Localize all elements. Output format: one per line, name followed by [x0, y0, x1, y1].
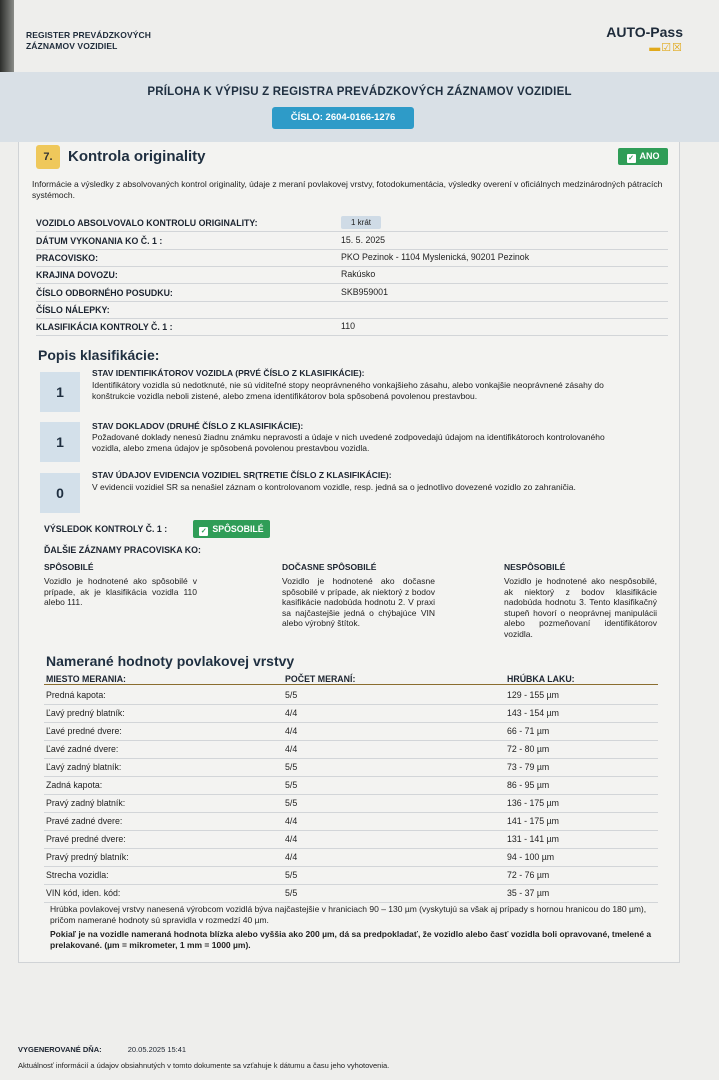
classification-text-1: Identifikátory vozidla sú nedotknuté, nie sú viditeľné stopy neoprávneného vonkajšieho zásahu, alebo vonkajšie neoprávnené zásahy do konštrukcie vozidla neboli zistené, alebo zmena identifikátorov bola spôsobená povolenou prestavbou. [92, 380, 604, 401]
car-icon: ▬ [649, 42, 662, 54]
count-cell: 4/4 [285, 834, 298, 844]
classification-title-2: STAV DOKLADOV (DRUHÉ ČÍSLO Z KLASIFIKÁCIE): [92, 421, 304, 431]
info-label: VOZIDLO ABSOLVOVALO KONTROLU ORIGINALITY: [36, 218, 258, 228]
info-row [36, 249, 668, 267]
register-title [26, 30, 151, 52]
thickness-cell: 72 - 76 µm [507, 870, 550, 880]
register-line-1: REGISTER PREVÁDZKOVÝCH [26, 30, 151, 40]
count-cell: 4/4 [285, 744, 298, 754]
thickness-cell: 66 - 71 µm [507, 726, 550, 736]
section-number: 7. [36, 145, 60, 169]
x-icon: ☒ [672, 42, 683, 54]
section-title: Kontrola originality [68, 148, 206, 165]
ano-badge [618, 148, 668, 165]
info-row [36, 214, 668, 232]
thickness-cell: 73 - 79 µm [507, 762, 550, 772]
banner-title: PRÍLOHA K VÝPISU Z REGISTRA PREVÁDZKOVÝCH ZÁZNAMOV VOZIDIEL [147, 86, 572, 98]
info-label: PRACOVISKO: [36, 253, 99, 263]
column-title-nesposobile: NESPÔSOBILÉ [504, 562, 566, 572]
thickness-cell: 129 - 155 µm [507, 690, 560, 700]
info-label: DÁTUM VYKONANIA KO Č. 1 : [36, 236, 163, 246]
info-value [341, 217, 381, 227]
count-cell: 5/5 [285, 762, 298, 772]
document-number-badge: ČÍSLO: 2604-0166-1276 [272, 107, 414, 129]
column-text-sposobile: Vozidlo je hodnotené ako spôsobilé v prípade, ak je klasifikácia vozidla 110 alebo 111. [44, 576, 197, 607]
header-thickness: HRÚBKA LAKU: [507, 674, 575, 684]
generated-label: VYGENEROVANÉ DŇA: [18, 1045, 102, 1054]
info-row [36, 232, 668, 250]
classification-title-1: STAV IDENTIFIKÁTOROV VOZIDLA (PRVÉ ČÍSLO Z KLASIFIKÁCIE): [92, 368, 365, 378]
info-row [36, 284, 668, 302]
measurement-warning: Pokiaľ je na vozidle nameraná hodnota blízka alebo vyššia ako 200 µm, dá sa predpokladať, že vozidlo alebo časť vozidla boli opravované, tmelené a prelakované. (µm = mikrometer, 1 mm = 1000 µm). [50, 929, 652, 950]
location-cell: Pravé predné dvere: [46, 834, 126, 844]
measurements-heading: Namerané hodnoty povlakovej vrstvy [46, 653, 295, 669]
measurement-note: Hrúbka povlakovej vrstvy nanesená výrobcom vozidlá býva najčastejšie v hraniciach 90 – 130 µm (vyskytujú sa však aj prípady s hornou hranicou do 180 µm), pričom namerané hodnoty sú spravidla v rozmedzí 40 µm. [50, 904, 647, 925]
info-row [36, 266, 668, 284]
thickness-cell: 143 - 154 µm [507, 708, 560, 718]
count-pill: 1 krát [341, 216, 381, 229]
table-row [44, 686, 658, 705]
table-row [44, 722, 658, 741]
info-value: 110 [341, 321, 356, 331]
thickness-cell: 141 - 175 µm [507, 816, 560, 826]
location-cell: Ľavý predný blatník: [46, 708, 125, 718]
info-value: Rakúsko [341, 269, 376, 279]
count-cell: 5/5 [285, 870, 298, 880]
checkbox-icon: ✓ [628, 155, 634, 162]
info-row [36, 318, 668, 336]
classification-title-3: STAV ÚDAJOV EVIDENCIA VOZIDIEL SR(TRETIE ČÍSLO Z KLASIFIKÁCIE): [92, 470, 392, 480]
count-cell: 5/5 [285, 780, 298, 790]
table-row [44, 794, 658, 813]
count-cell: 4/4 [285, 726, 298, 736]
column-text-nesposobile: Vozidlo je hodnotené ako nespôsobilé, ak niektorý z bodov klasifikácie nadobúda hodnotu 3. Tento klasifikačný stupeň hovorí o neoprávnej manipulácii alebo pozmeňovaní identifikátorov vozidla. [504, 576, 657, 639]
classification-digit-3: 0 [40, 473, 80, 513]
count-cell: 4/4 [285, 852, 298, 862]
ano-label: ANO [639, 151, 660, 161]
thickness-cell: 131 - 141 µm [507, 834, 560, 844]
thickness-cell: 136 - 175 µm [507, 798, 560, 808]
table-row [44, 776, 658, 795]
location-cell: Zadná kapota: [46, 780, 103, 790]
check-icon: ☑ [661, 42, 673, 54]
section-intro: Informácie a výsledky z absolvovaných kontrol originality, údaje z meraní povlakovej vrstvy, fotodokumentácia, výsledky overení v oficiálnych medzinárodných pátracích systémoch. [32, 179, 663, 200]
location-cell: VIN kód, iden. kód: [46, 888, 121, 898]
location-cell: Pravé zadné dvere: [46, 816, 123, 826]
table-row [44, 848, 658, 867]
table-row [44, 740, 658, 759]
further-records-label: ĎALŠIE ZÁZNAMY PRACOVISKA KO: [44, 545, 201, 555]
result-label: VÝSLEDOK KONTROLY Č. 1 : [44, 524, 168, 534]
table-row [44, 812, 658, 831]
header-location: MIESTO MERANIA: [46, 674, 126, 684]
footer-disclaimer: Aktuálnosť informácií a údajov obsiahnutých v tomto dokumente sa vzťahuje k dátumu a času jeho vyhotovenia. [18, 1061, 390, 1070]
info-label: ČÍSLO ODBORNÉHO POSUDKU: [36, 288, 173, 298]
location-cell: Strecha vozidla: [46, 870, 109, 880]
thickness-cell: 86 - 95 µm [507, 780, 550, 790]
table-row [44, 830, 658, 849]
info-label: KLASIFIKÁCIA KONTROLY Č. 1 : [36, 322, 173, 332]
generated-value: 20.05.2025 15:41 [127, 1045, 187, 1054]
count-cell: 4/4 [285, 708, 298, 718]
table-row [44, 884, 658, 903]
count-cell: 5/5 [285, 690, 298, 700]
classification-heading: Popis klasifikácie: [38, 347, 160, 363]
classification-text-3: V evidencii vozidiel SR sa nenašiel záznam o kontrolovanom vozidle, resp. jedná sa o jednotlivo dovezené vozidlo zo zahraničia. [92, 482, 576, 492]
info-row [36, 301, 668, 319]
location-cell: Predná kapota: [46, 690, 106, 700]
result-badge-label: SPÔSOBILÉ [212, 524, 264, 534]
location-cell: Pravý zadný blatník: [46, 798, 126, 808]
classification-digit-1: 1 [40, 372, 80, 412]
header-count: POČET MERANÍ: [285, 674, 356, 684]
header-divider [44, 684, 658, 685]
column-title-sposobile: SPÔSOBILÉ [44, 562, 94, 572]
thickness-cell: 35 - 37 µm [507, 888, 550, 898]
thickness-cell: 94 - 100 µm [507, 852, 555, 862]
info-value: PKO Pezinok - 1104 Myslenická, 90201 Pezinok [341, 252, 530, 262]
count-cell: 5/5 [285, 798, 298, 808]
checkbox-icon: ✓ [200, 528, 207, 535]
count-cell: 5/5 [285, 888, 298, 898]
brand-name: AUTO-Pass [606, 24, 683, 40]
column-text-docasne: Vozidlo je hodnotené ako dočasne spôsobilé v prípade, ak niektorý z bodov kasifikácie nadobúda hodnotu 2. V praxi sa najčastejšie jedná o chýbajúce VIN alebo výrobný štítok. [282, 576, 435, 628]
result-badge [193, 520, 270, 538]
table-row [44, 866, 658, 885]
brand-logo [606, 24, 683, 54]
info-value: SKB959001 [341, 287, 388, 297]
table-row [44, 758, 658, 777]
thickness-cell: 72 - 80 µm [507, 744, 550, 754]
info-label: ČÍSLO NÁLEPKY: [36, 305, 110, 315]
classification-digit-2: 1 [40, 422, 80, 462]
count-cell: 4/4 [285, 816, 298, 826]
location-cell: Pravý predný blatník: [46, 852, 129, 862]
location-cell: Ľavé predné dvere: [46, 726, 122, 736]
location-cell: Ľavé zadné dvere: [46, 744, 119, 754]
classification-text-2: Požadované doklady nenesú žiadnu známku nepravosti a údaje v nich uvedené zodpovedajú údajom na identifikátoroch kontrolovaného vozidla, alebo zmena údajov je spôsobená povolenou prestavbou vozidla. [92, 432, 605, 453]
column-title-docasne: DOČASNE SPÔSOBILÉ [282, 562, 377, 572]
info-value: 15. 5. 2025 [341, 235, 386, 245]
location-cell: Ľavý zadný blatník: [46, 762, 122, 772]
table-row [44, 704, 658, 723]
generated-info [18, 1045, 186, 1054]
info-label: KRAJINA DOVOZU: [36, 270, 118, 280]
brand-icons [606, 41, 683, 54]
register-line-2: ZÁZNAMOV VOZIDIEL [26, 41, 118, 51]
